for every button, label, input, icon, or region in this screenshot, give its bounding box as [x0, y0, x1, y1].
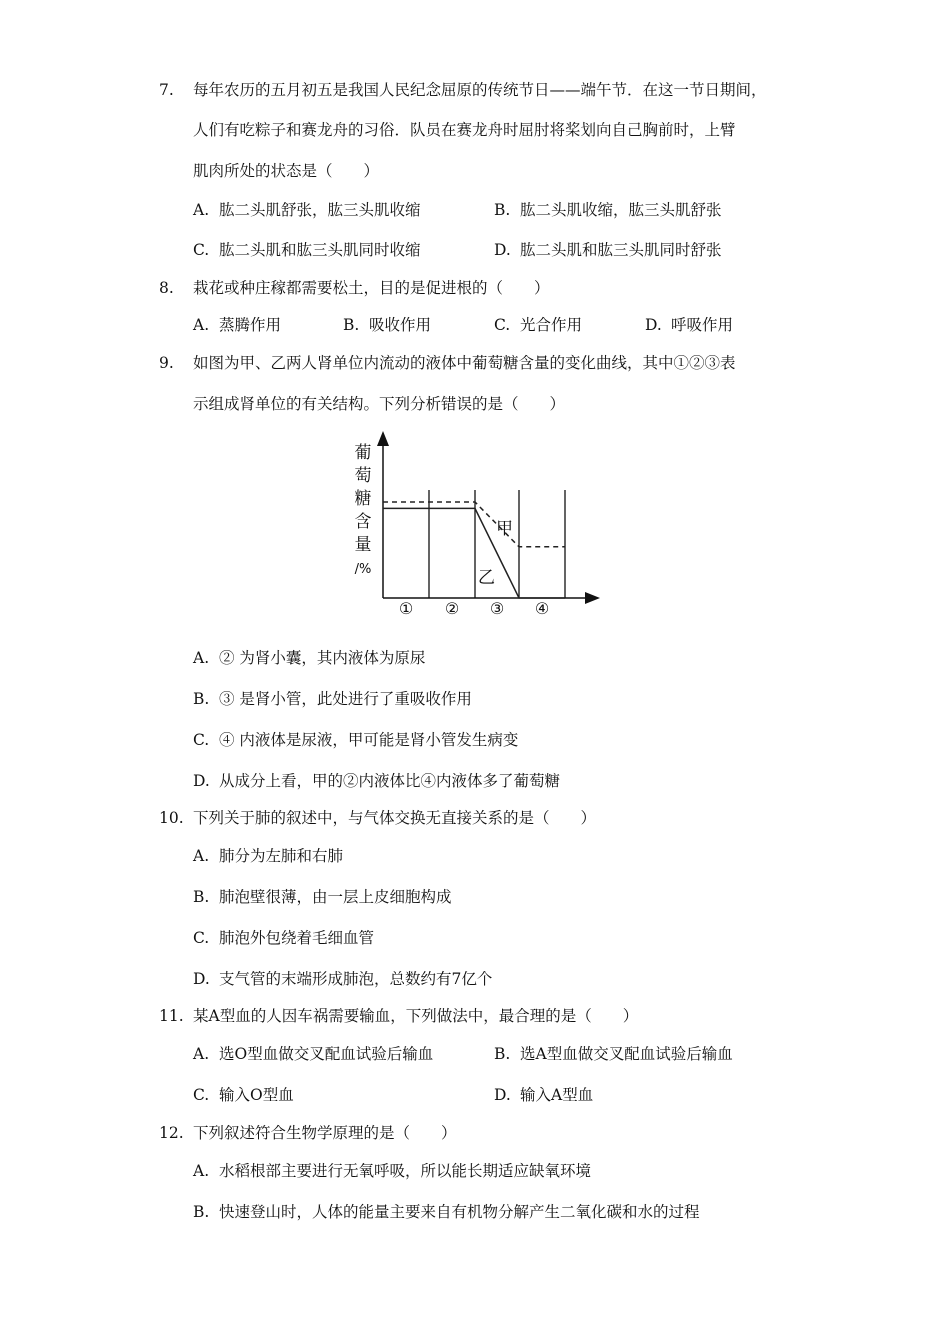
- option-b[interactable]: [193, 689, 472, 709]
- option-b[interactable]: [494, 200, 722, 220]
- question-stem-line: 某A型血的人因车祸需要输血，下列做法中，最合理的是（ ）: [193, 1007, 639, 1025]
- option-label: C.: [494, 316, 511, 334]
- option-c[interactable]: [494, 315, 582, 335]
- option-label: B.: [494, 201, 511, 219]
- y-axis-label-char: 含: [354, 512, 372, 532]
- option-b[interactable]: [343, 315, 431, 335]
- question-number: 9.: [159, 354, 174, 372]
- series-label-jia: 甲: [496, 519, 513, 539]
- question-stem-line: 栽花或种庄稼都需要松土，目的是促进根的（ ）: [193, 279, 550, 297]
- option-label: A.: [193, 1045, 210, 1063]
- option-label: C.: [193, 241, 210, 259]
- option-text: 肱二头肌收缩，肱三头肌舒张: [520, 201, 722, 219]
- option-text: 肱二头肌和肱三头肌同时收缩: [219, 241, 421, 259]
- option-d[interactable]: [193, 771, 560, 791]
- option-label: D.: [645, 316, 662, 334]
- question-number: 8.: [159, 279, 174, 297]
- option-label: C.: [193, 929, 210, 947]
- y-axis-label-char: /%: [354, 562, 372, 577]
- x-tick-label: ④: [534, 599, 550, 618]
- option-label: D.: [193, 970, 210, 988]
- option-text: 选A型血做交叉配血试验后输血: [520, 1045, 733, 1063]
- question-stem-line: 肌肉所处的状态是（ ）: [193, 162, 380, 180]
- series-line-yi: [383, 508, 565, 598]
- option-a[interactable]: [193, 315, 281, 335]
- option-text: 从成分上看，甲的②内液体比④内液体多了葡萄糖: [219, 772, 561, 790]
- option-text: ③ 是肾小管，此处进行了重吸收作用: [219, 690, 472, 708]
- option-label: C.: [193, 731, 210, 749]
- series-label-yi: 乙: [478, 568, 495, 588]
- question-stem-line: 示组成肾单位的有关结构。下列分析错误的是（ ）: [193, 395, 566, 413]
- option-d[interactable]: [494, 1085, 593, 1105]
- question-number: 11.: [159, 1007, 184, 1025]
- question-stem-line: 下列关于肺的叙述中，与气体交换无直接关系的是（ ）: [193, 809, 597, 827]
- y-axis-label-char: 糖: [354, 489, 372, 509]
- option-text: 选O型血做交叉配血试验后输血: [219, 1045, 434, 1063]
- option-label: A.: [193, 847, 210, 865]
- option-text: 肺泡壁很薄，由一层上皮细胞构成: [219, 888, 452, 906]
- question-stem-line: 如图为甲、乙两人肾单位内流动的液体中葡萄糖含量的变化曲线，其中①②③表: [193, 354, 736, 372]
- question-number: 12.: [159, 1124, 184, 1142]
- option-text: ④ 内液体是尿液，甲可能是肾小管发生病变: [219, 731, 519, 749]
- y-axis-label-char: 量: [354, 535, 372, 555]
- option-label: A.: [193, 1162, 210, 1180]
- option-text: 吸收作用: [369, 316, 432, 334]
- option-text: 输入A型血: [520, 1086, 594, 1104]
- option-label: D.: [193, 772, 210, 790]
- option-label: B.: [343, 316, 360, 334]
- option-text: 呼吸作用: [671, 316, 734, 334]
- option-a[interactable]: [193, 1161, 591, 1181]
- option-d[interactable]: [193, 969, 492, 989]
- option-label: B.: [193, 888, 210, 906]
- x-tick-label: ①: [398, 599, 414, 618]
- option-a[interactable]: [193, 200, 421, 220]
- option-text: 蒸腾作用: [219, 316, 282, 334]
- option-text: 肺泡外包绕着毛细血管: [219, 929, 375, 947]
- option-label: B.: [494, 1045, 511, 1063]
- option-text: 肱二头肌舒张，肱三头肌收缩: [219, 201, 421, 219]
- option-label: D.: [494, 1086, 511, 1104]
- option-b[interactable]: [193, 1202, 700, 1222]
- option-a[interactable]: [193, 648, 425, 668]
- option-text: 肱二头肌和肱三头肌同时舒张: [520, 241, 722, 259]
- option-text: 光合作用: [520, 316, 583, 334]
- x-tick-label: ②: [444, 599, 460, 618]
- option-a[interactable]: [193, 846, 343, 866]
- question-stem-line: 人们有吃粽子和赛龙舟的习俗．队员在赛龙舟时屈肘将桨划向自己胸前时，上臂: [193, 121, 736, 139]
- question-stem-line: 每年农历的五月初五是我国人民纪念屈原的传统节日——端午节．在这一节日期间，: [193, 81, 767, 99]
- option-text: 输入O型血: [219, 1086, 294, 1104]
- option-c[interactable]: [193, 928, 374, 948]
- option-c[interactable]: [193, 1085, 294, 1105]
- option-label: A.: [193, 201, 210, 219]
- option-c[interactable]: [193, 730, 518, 750]
- question-stem-line: 下列叙述符合生物学原理的是（ ）: [193, 1124, 457, 1142]
- option-d[interactable]: [645, 315, 733, 335]
- y-axis-label-char: 萄: [354, 466, 372, 486]
- option-a[interactable]: [193, 1044, 433, 1064]
- option-label: D.: [494, 241, 511, 259]
- option-text: ② 为肾小囊，其内液体为原尿: [219, 649, 426, 667]
- option-b[interactable]: [494, 1044, 733, 1064]
- option-text: 肺分为左肺和右肺: [219, 847, 344, 865]
- x-tick-label: ③: [489, 599, 505, 618]
- option-c[interactable]: [193, 240, 421, 260]
- option-label: A.: [193, 316, 210, 334]
- option-text: 水稻根部主要进行无氧呼吸，所以能长期适应缺氧环境: [219, 1162, 592, 1180]
- option-d[interactable]: [494, 240, 722, 260]
- option-label: B.: [193, 690, 210, 708]
- option-label: C.: [193, 1086, 210, 1104]
- question-number: 10.: [159, 809, 184, 827]
- option-label: B.: [193, 1203, 210, 1221]
- option-b[interactable]: [193, 887, 452, 907]
- glucose-chart: [345, 430, 605, 620]
- option-label: A.: [193, 649, 210, 667]
- question-number: 7.: [159, 81, 174, 99]
- y-axis-label-char: 葡: [354, 443, 372, 463]
- option-text: 支气管的末端形成肺泡，总数约有7亿个: [219, 970, 493, 988]
- option-text: 快速登山时，人体的能量主要来自有机物分解产生二氧化碳和水的过程: [219, 1203, 700, 1221]
